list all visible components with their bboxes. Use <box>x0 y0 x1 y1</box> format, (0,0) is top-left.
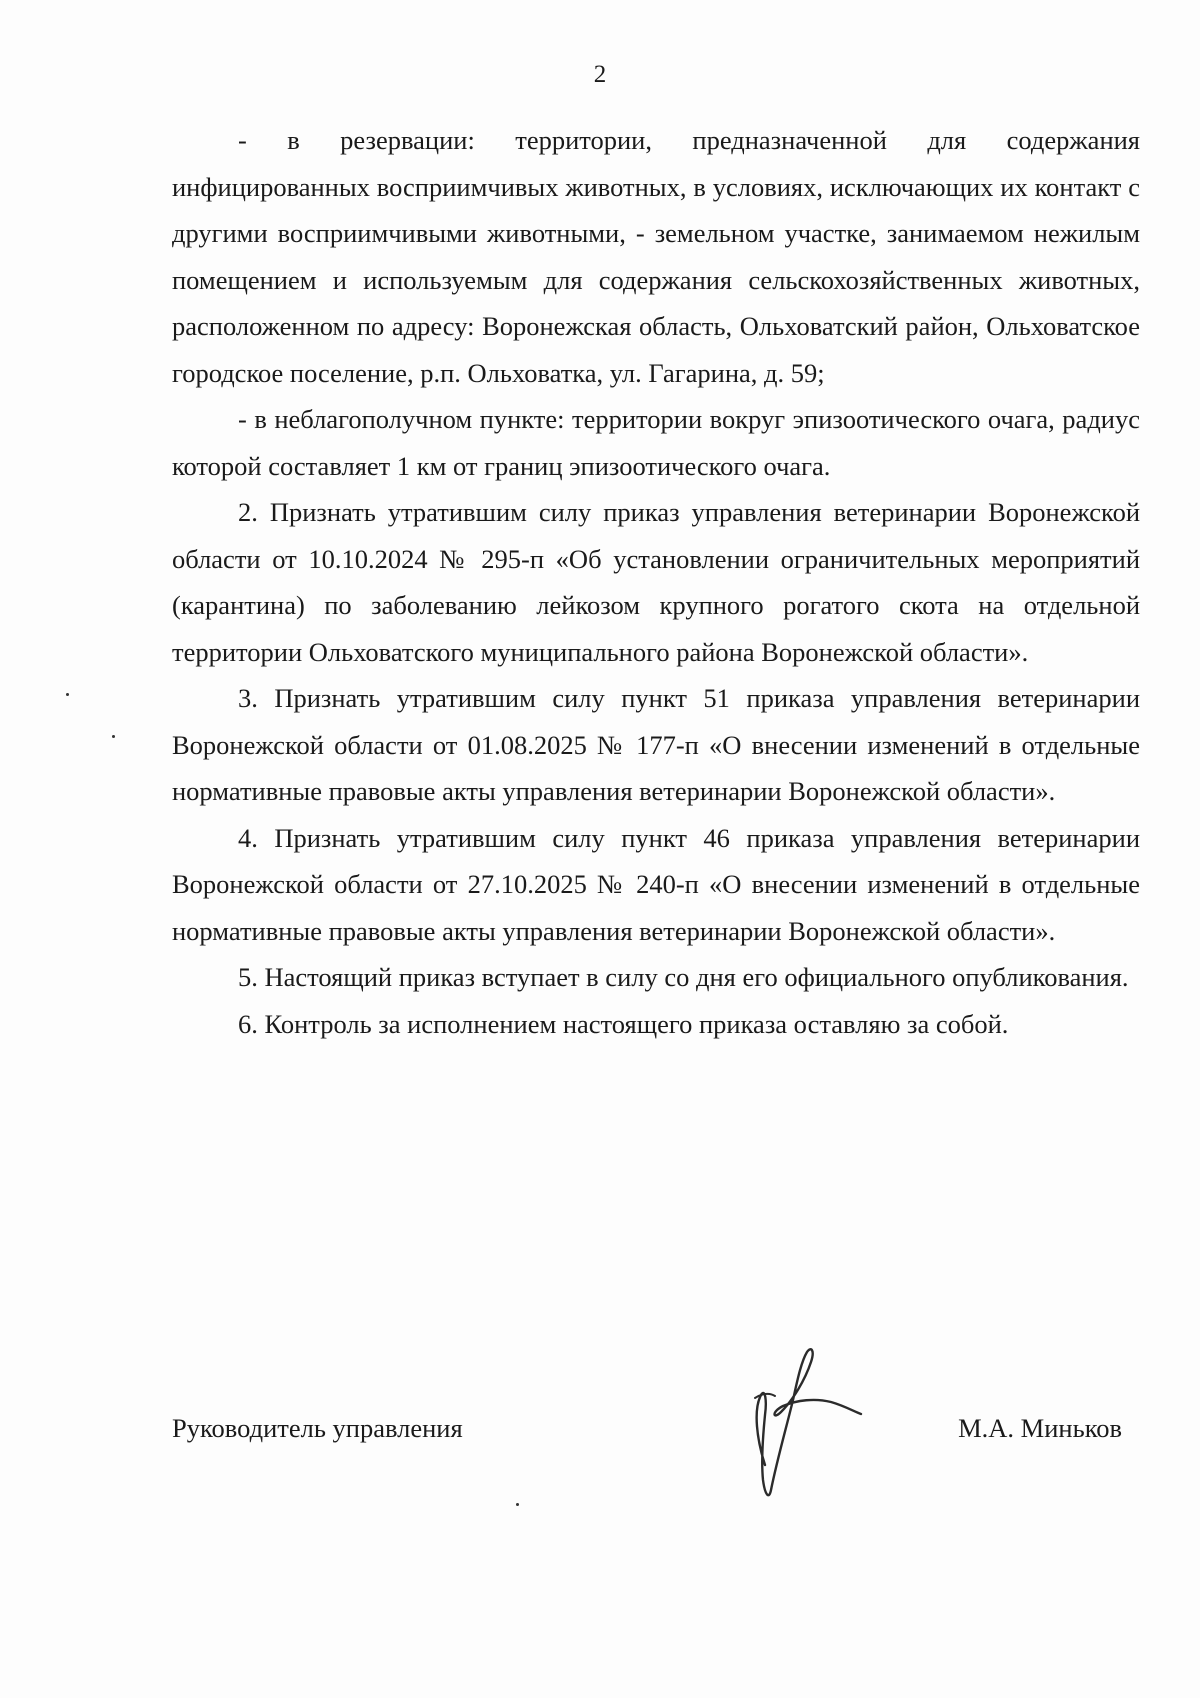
paragraph-item-3: 3. Признать утратившим силу пункт 51 приказа управления ветеринарии Воронежской области от 01.08.2025 № 177-п «О внесении изменений в отдельные нормативные правовые акты управления ветеринарии Воронежской области». <box>172 683 1140 806</box>
scan-speck <box>516 1503 519 1506</box>
signer-title: Руководитель управления <box>172 1413 463 1443</box>
page-number: 2 <box>593 61 607 88</box>
scan-speck <box>112 735 115 738</box>
signer-name: М.А. Миньков <box>958 1413 1122 1443</box>
signature-block <box>172 1408 1140 1448</box>
scan-speck <box>66 693 69 696</box>
paragraph-unfavorable-point: - в неблагополучном пункте: территории вокруг эпизоотического очага, радиус которой составляет 1 км от границ эпизоотического очага. <box>172 404 1140 481</box>
paragraph-reservation: - в резервации: территории, предназначенной для содержания инфицированных восприимчивых животных, в условиях, исключающих их контакт с другими восприимчивыми животными, - земельном участке, занимаемом нежилым помещением и используемым для содержания сельскохозяйственных животных, расположенном по адресу: Воронежская область, Ольховатский район, Ольховатское городское поселение, р.п. Ольховатка, ул. Гагарина, д. 59; <box>172 125 1140 388</box>
paragraph-item-5: 5. Настоящий приказ вступает в силу со дня его официального опубликования. <box>238 962 1129 992</box>
paragraph-item-2: 2. Признать утратившим силу приказ управления ветеринарии Воронежской области от 10.10.2024 № 295-п «Об установлении ограничительных мероприятий (карантина) по заболеванию лейкозом крупного рогатого скота на отдельной территории Ольховатского муниципального района Воронежской области». <box>172 497 1140 667</box>
paragraph-item-6: 6. Контроль за исполнением настоящего приказа оставляю за собой. <box>238 1008 1009 1039</box>
document-body <box>172 117 1140 1047</box>
paragraph-item-4: 4. Признать утратившим силу пункт 46 приказа управления ветеринарии Воронежской области от 27.10.2025 № 240-п «О внесении изменений в отдельные нормативные правовые акты управления ветеринарии Воронежской области». <box>172 822 1140 946</box>
